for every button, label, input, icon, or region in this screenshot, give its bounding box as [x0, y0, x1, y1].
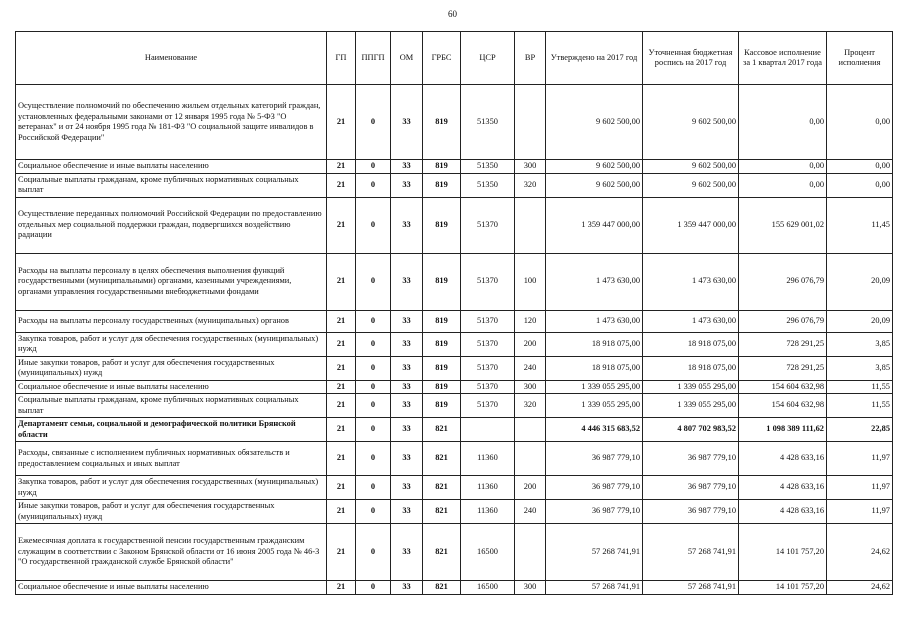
row-gp-cell: 21	[327, 310, 356, 332]
row-cash-cell: 155 629 001,02	[739, 197, 827, 253]
row-approved-cell: 18 918 075,00	[546, 332, 643, 356]
table-row	[16, 310, 893, 332]
row-refined-cell: 36 987 779,10	[643, 500, 739, 524]
row-csr-cell: 11360	[461, 500, 515, 524]
row-name-cell: Расходы на выплаты персоналу в целях обеспечения выполнения функций государственными (муниципальными) органами, казенными учреждениями, органами управления государственными внебюджетными фондами	[16, 253, 327, 310]
row-name-cell: Расходы, связанные с исполнением публичных нормативных обязательств и предоставлением социальных и иных выплат	[16, 442, 327, 476]
row-csr-cell: 51370	[461, 310, 515, 332]
row-csr-cell: 51350	[461, 173, 515, 197]
row-name-cell: Осуществление переданных полномочий Российской Федерации по предоставлению отдельных мер социальной поддержки граждан, подвергшихся воздействию радиации	[16, 197, 327, 253]
row-vr-cell	[515, 442, 546, 476]
row-om-cell: 33	[391, 310, 423, 332]
row-vr-cell: 200	[515, 332, 546, 356]
row-cash-cell: 296 076,79	[739, 310, 827, 332]
row-name-cell: Осуществление полномочий по обеспечению жильем отдельных категорий граждан, установленных федеральными законами от 12 января 1995 года № 5-ФЗ "О ветеранах" и от 24 ноября 1995 года № 181-ФЗ "О социальной защите инвалидов в Российской Федерации"	[16, 85, 327, 160]
row-om-cell: 33	[391, 197, 423, 253]
table-row	[16, 332, 893, 356]
row-csr-cell: 51370	[461, 394, 515, 418]
row-ppgp-cell: 0	[356, 442, 391, 476]
row-vr-cell: 120	[515, 310, 546, 332]
row-name-cell: Иные закупки товаров, работ и услуг для обеспечения государственных (муниципальных) нужд	[16, 356, 327, 380]
row-name-cell: Расходы на выплаты персоналу государственных (муниципальных) органов	[16, 310, 327, 332]
row-approved-cell: 36 987 779,10	[546, 476, 643, 500]
row-grbs-cell: 819	[423, 160, 461, 174]
row-om-cell: 33	[391, 253, 423, 310]
row-percent-cell: 3,85	[827, 356, 893, 380]
row-vr-cell: 300	[515, 380, 546, 394]
row-cash-cell: 296 076,79	[739, 253, 827, 310]
header-row	[16, 32, 893, 85]
row-approved-cell: 1 339 055 295,00	[546, 380, 643, 394]
row-approved-cell: 57 268 741,91	[546, 524, 643, 581]
row-vr-cell	[515, 524, 546, 581]
row-approved-cell: 9 602 500,00	[546, 160, 643, 174]
col-header-grbs: ГРБС	[423, 32, 461, 85]
row-name-cell: Департамент семьи, социальной и демографической политики Брянской области	[16, 418, 327, 442]
row-grbs-cell: 821	[423, 500, 461, 524]
row-om-cell: 33	[391, 394, 423, 418]
col-header-vr: ВР	[515, 32, 546, 85]
row-vr-cell: 200	[515, 476, 546, 500]
row-refined-cell: 9 602 500,00	[643, 160, 739, 174]
row-cash-cell: 4 428 633,16	[739, 476, 827, 500]
row-grbs-cell: 821	[423, 442, 461, 476]
row-csr-cell: 51350	[461, 85, 515, 160]
row-vr-cell	[515, 197, 546, 253]
row-percent-cell: 22,85	[827, 418, 893, 442]
row-refined-cell: 1 339 055 295,00	[643, 380, 739, 394]
row-gp-cell: 21	[327, 160, 356, 174]
row-vr-cell: 100	[515, 253, 546, 310]
row-refined-cell: 4 807 702 983,52	[643, 418, 739, 442]
row-cash-cell: 14 101 757,20	[739, 581, 827, 595]
row-refined-cell: 18 918 075,00	[643, 356, 739, 380]
row-vr-cell: 320	[515, 394, 546, 418]
page-number: 60	[448, 9, 457, 19]
row-om-cell: 33	[391, 524, 423, 581]
table-row	[16, 160, 893, 174]
row-approved-cell: 1 359 447 000,00	[546, 197, 643, 253]
row-om-cell: 33	[391, 173, 423, 197]
row-om-cell: 33	[391, 500, 423, 524]
row-grbs-cell: 819	[423, 332, 461, 356]
row-percent-cell: 11,97	[827, 476, 893, 500]
row-gp-cell: 21	[327, 253, 356, 310]
table-row	[16, 500, 893, 524]
row-approved-cell: 4 446 315 683,52	[546, 418, 643, 442]
row-grbs-cell: 819	[423, 253, 461, 310]
row-refined-cell: 9 602 500,00	[643, 85, 739, 160]
row-name-cell: Социальное обеспечение и иные выплаты населению	[16, 581, 327, 595]
row-csr-cell: 51370	[461, 356, 515, 380]
col-header-csr: ЦСР	[461, 32, 515, 85]
row-cash-cell: 4 428 633,16	[739, 442, 827, 476]
row-refined-cell: 1 473 630,00	[643, 310, 739, 332]
row-grbs-cell: 819	[423, 85, 461, 160]
row-percent-cell: 0,00	[827, 160, 893, 174]
row-gp-cell: 21	[327, 418, 356, 442]
row-gp-cell: 21	[327, 524, 356, 581]
row-name-cell: Социальные выплаты гражданам, кроме публичных нормативных социальных выплат	[16, 394, 327, 418]
row-percent-cell: 3,85	[827, 332, 893, 356]
row-vr-cell: 240	[515, 500, 546, 524]
row-csr-cell: 51370	[461, 197, 515, 253]
row-ppgp-cell: 0	[356, 173, 391, 197]
row-grbs-cell: 821	[423, 418, 461, 442]
row-csr-cell: 51350	[461, 160, 515, 174]
row-ppgp-cell: 0	[356, 85, 391, 160]
table-row	[16, 581, 893, 595]
row-grbs-cell: 819	[423, 197, 461, 253]
row-refined-cell: 36 987 779,10	[643, 476, 739, 500]
table-row	[16, 418, 893, 442]
row-ppgp-cell: 0	[356, 581, 391, 595]
row-gp-cell: 21	[327, 85, 356, 160]
row-om-cell: 33	[391, 581, 423, 595]
row-gp-cell: 21	[327, 173, 356, 197]
row-gp-cell: 21	[327, 332, 356, 356]
row-ppgp-cell: 0	[356, 356, 391, 380]
row-refined-cell: 9 602 500,00	[643, 173, 739, 197]
row-percent-cell: 11,97	[827, 442, 893, 476]
row-refined-cell: 57 268 741,91	[643, 524, 739, 581]
row-approved-cell: 9 602 500,00	[546, 85, 643, 160]
row-grbs-cell: 821	[423, 476, 461, 500]
row-approved-cell: 36 987 779,10	[546, 500, 643, 524]
col-header-approved: Утверждено на 2017 год	[546, 32, 643, 85]
row-cash-cell: 1 098 389 111,62	[739, 418, 827, 442]
row-approved-cell: 9 602 500,00	[546, 173, 643, 197]
row-name-cell: Ежемесячная доплата к государственной пенсии государственным гражданским служащим в соответствии с Законом Брянской области от 16 июня 2005 года № 46-З "О государственной гражданской службе Брянской области"	[16, 524, 327, 581]
col-header-gp: ГП	[327, 32, 356, 85]
col-header-ppgp: ППГП	[356, 32, 391, 85]
table-row	[16, 442, 893, 476]
row-cash-cell: 0,00	[739, 85, 827, 160]
row-ppgp-cell: 0	[356, 394, 391, 418]
row-percent-cell: 11,55	[827, 394, 893, 418]
row-csr-cell: 51370	[461, 332, 515, 356]
row-vr-cell	[515, 418, 546, 442]
col-header-om: ОМ	[391, 32, 423, 85]
table-row	[16, 197, 893, 253]
row-refined-cell: 1 359 447 000,00	[643, 197, 739, 253]
col-header-cash: Кассовое исполнение за 1 квартал 2017 года	[739, 32, 827, 85]
row-csr-cell: 11360	[461, 442, 515, 476]
row-percent-cell: 20,09	[827, 253, 893, 310]
row-name-cell: Социальное обеспечение и иные выплаты населению	[16, 380, 327, 394]
row-approved-cell: 1 339 055 295,00	[546, 394, 643, 418]
table-row	[16, 380, 893, 394]
row-ppgp-cell: 0	[356, 332, 391, 356]
row-ppgp-cell: 0	[356, 524, 391, 581]
row-cash-cell: 0,00	[739, 160, 827, 174]
row-grbs-cell: 819	[423, 310, 461, 332]
row-ppgp-cell: 0	[356, 310, 391, 332]
row-approved-cell: 57 268 741,91	[546, 581, 643, 595]
row-csr-cell: 16500	[461, 524, 515, 581]
row-name-cell: Закупка товаров, работ и услуг для обеспечения государственных (муниципальных) нужд	[16, 332, 327, 356]
row-gp-cell: 21	[327, 476, 356, 500]
table-row	[16, 476, 893, 500]
row-ppgp-cell: 0	[356, 500, 391, 524]
row-grbs-cell: 821	[423, 524, 461, 581]
row-vr-cell: 320	[515, 173, 546, 197]
row-cash-cell: 728 291,25	[739, 356, 827, 380]
row-percent-cell: 11,55	[827, 380, 893, 394]
col-header-name: Наименование	[16, 32, 327, 85]
col-header-percent: Процент исполнения	[827, 32, 893, 85]
row-ppgp-cell: 0	[356, 418, 391, 442]
row-grbs-cell: 819	[423, 173, 461, 197]
row-ppgp-cell: 0	[356, 197, 391, 253]
row-refined-cell: 57 268 741,91	[643, 581, 739, 595]
row-approved-cell: 36 987 779,10	[546, 442, 643, 476]
row-ppgp-cell: 0	[356, 253, 391, 310]
row-ppgp-cell: 0	[356, 160, 391, 174]
row-name-cell: Социальное обеспечение и иные выплаты населению	[16, 160, 327, 174]
row-om-cell: 33	[391, 442, 423, 476]
row-gp-cell: 21	[327, 197, 356, 253]
row-name-cell: Закупка товаров, работ и услуг для обеспечения государственных (муниципальных) нужд	[16, 476, 327, 500]
row-csr-cell	[461, 418, 515, 442]
table-row	[16, 394, 893, 418]
row-om-cell: 33	[391, 476, 423, 500]
row-gp-cell: 21	[327, 356, 356, 380]
row-vr-cell: 240	[515, 356, 546, 380]
row-csr-cell: 16500	[461, 581, 515, 595]
row-cash-cell: 0,00	[739, 173, 827, 197]
table-row	[16, 356, 893, 380]
row-ppgp-cell: 0	[356, 476, 391, 500]
row-percent-cell: 24,62	[827, 524, 893, 581]
row-gp-cell: 21	[327, 500, 356, 524]
row-csr-cell: 51370	[461, 380, 515, 394]
row-om-cell: 33	[391, 418, 423, 442]
row-cash-cell: 154 604 632,98	[739, 380, 827, 394]
table-row	[16, 173, 893, 197]
row-gp-cell: 21	[327, 380, 356, 394]
table-row	[16, 524, 893, 581]
row-cash-cell: 4 428 633,16	[739, 500, 827, 524]
row-vr-cell: 300	[515, 581, 546, 595]
row-approved-cell: 1 473 630,00	[546, 310, 643, 332]
row-gp-cell: 21	[327, 581, 356, 595]
row-grbs-cell: 819	[423, 380, 461, 394]
row-om-cell: 33	[391, 380, 423, 394]
row-refined-cell: 1 339 055 295,00	[643, 394, 739, 418]
row-percent-cell: 0,00	[827, 173, 893, 197]
row-percent-cell: 20,09	[827, 310, 893, 332]
row-refined-cell: 1 473 630,00	[643, 253, 739, 310]
row-approved-cell: 18 918 075,00	[546, 356, 643, 380]
table-row	[16, 253, 893, 310]
row-cash-cell: 14 101 757,20	[739, 524, 827, 581]
row-refined-cell: 18 918 075,00	[643, 332, 739, 356]
row-percent-cell: 11,97	[827, 500, 893, 524]
row-om-cell: 33	[391, 356, 423, 380]
row-name-cell: Иные закупки товаров, работ и услуг для обеспечения государственных (муниципальных) нужд	[16, 500, 327, 524]
col-header-refined: Уточненная бюджетная роспись на 2017 год	[643, 32, 739, 85]
row-om-cell: 33	[391, 332, 423, 356]
row-cash-cell: 728 291,25	[739, 332, 827, 356]
row-vr-cell: 300	[515, 160, 546, 174]
row-percent-cell: 11,45	[827, 197, 893, 253]
row-percent-cell: 24,62	[827, 581, 893, 595]
row-ppgp-cell: 0	[356, 380, 391, 394]
row-grbs-cell: 819	[423, 394, 461, 418]
row-vr-cell	[515, 85, 546, 160]
row-percent-cell: 0,00	[827, 85, 893, 160]
row-approved-cell: 1 473 630,00	[546, 253, 643, 310]
row-csr-cell: 11360	[461, 476, 515, 500]
row-grbs-cell: 819	[423, 356, 461, 380]
row-om-cell: 33	[391, 160, 423, 174]
row-csr-cell: 51370	[461, 253, 515, 310]
budget-table	[15, 31, 893, 595]
table-row	[16, 85, 893, 160]
row-cash-cell: 154 604 632,98	[739, 394, 827, 418]
row-gp-cell: 21	[327, 394, 356, 418]
row-refined-cell: 36 987 779,10	[643, 442, 739, 476]
row-om-cell: 33	[391, 85, 423, 160]
row-name-cell: Социальные выплаты гражданам, кроме публичных нормативных социальных выплат	[16, 173, 327, 197]
row-gp-cell: 21	[327, 442, 356, 476]
row-grbs-cell: 821	[423, 581, 461, 595]
